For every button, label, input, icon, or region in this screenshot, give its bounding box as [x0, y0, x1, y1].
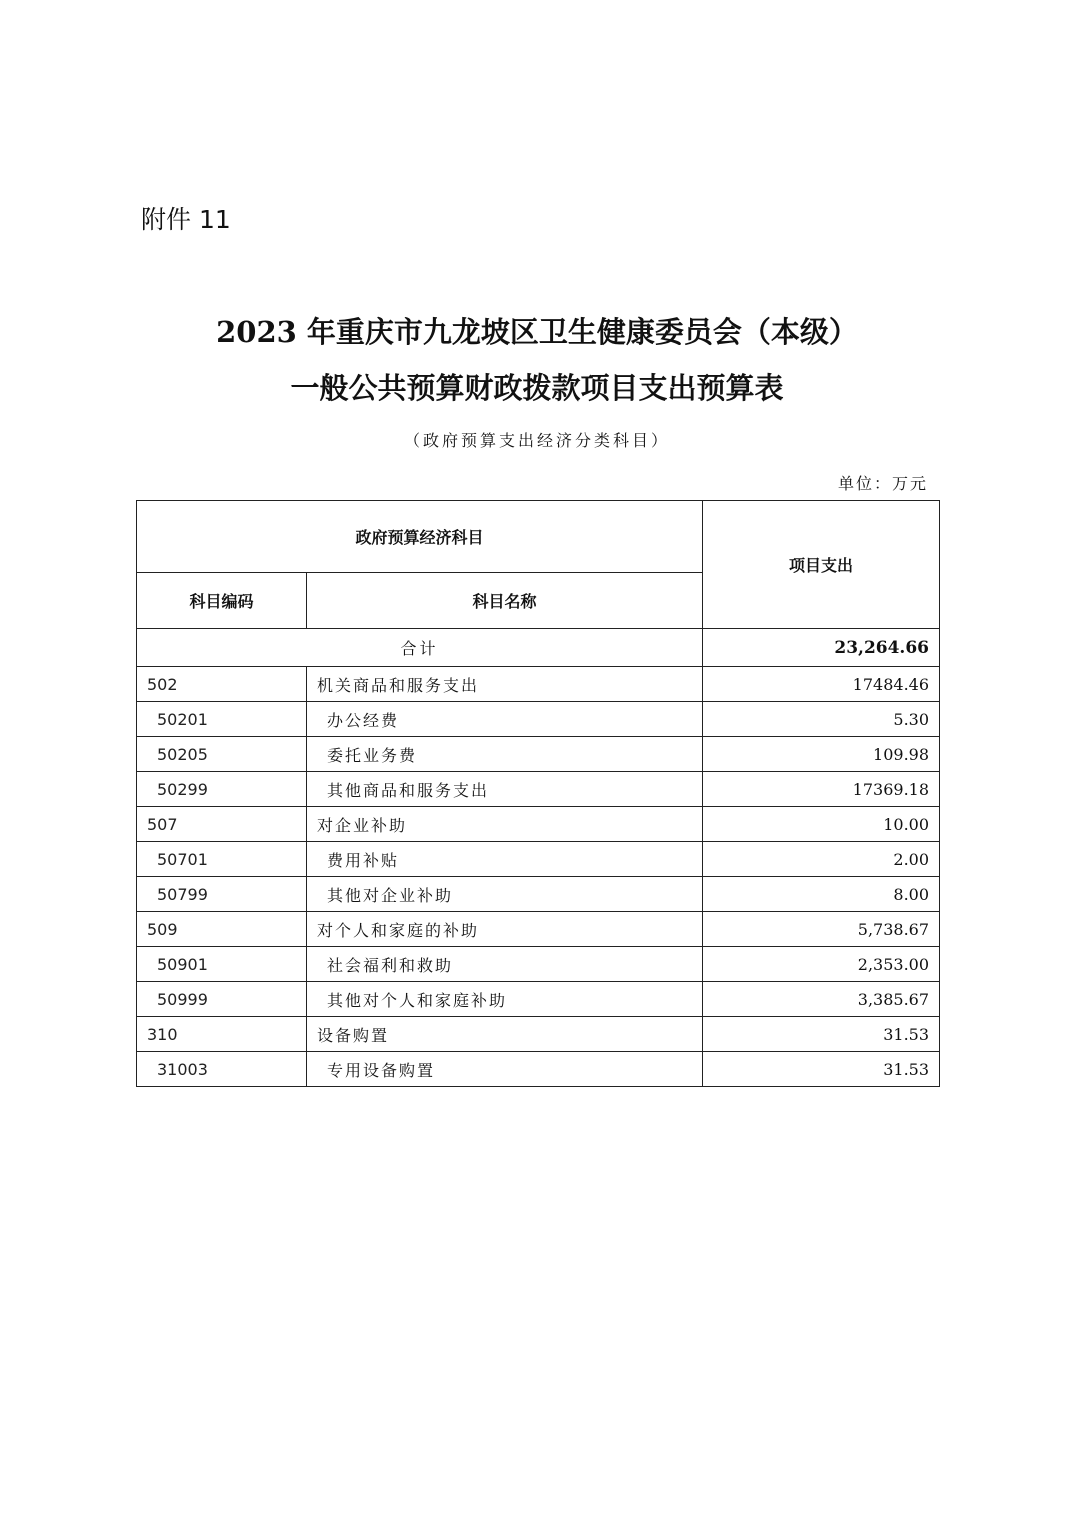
project-expense-value: 31.53	[703, 1052, 940, 1087]
total-label: 合计	[137, 629, 703, 667]
project-expense-value: 8.00	[703, 877, 940, 912]
project-expense-value: 2,353.00	[703, 947, 940, 982]
subject-name: 其他商品和服务支出	[307, 772, 703, 807]
subtitle: （政府预算支出经济分类科目）	[403, 431, 670, 450]
table-row	[137, 772, 940, 807]
subject-code: 31003	[137, 1052, 307, 1087]
subject-name: 社会福利和救助	[307, 947, 703, 982]
subject-name: 对个人和家庭的补助	[307, 912, 703, 947]
subject-code: 310	[137, 1017, 307, 1052]
table-row	[137, 1017, 940, 1052]
subject-name: 对企业补助	[307, 807, 703, 842]
title-line-2: 一般公共预算财政拨款项目支出预算表	[290, 371, 784, 405]
title-line-1: 2023 年重庆市九龙坡区卫生健康委员会（本级）	[216, 315, 858, 349]
table-row	[137, 807, 940, 842]
subject-code: 50201	[137, 702, 307, 737]
subject-code: 50205	[137, 737, 307, 772]
subject-code: 50999	[137, 982, 307, 1017]
header-economic-category: 政府预算经济科目	[137, 501, 703, 573]
project-expense-value: 109.98	[703, 737, 940, 772]
subject-name: 费用补贴	[307, 842, 703, 877]
table-row	[137, 982, 940, 1017]
subject-code: 502	[137, 667, 307, 702]
table-row	[137, 702, 940, 737]
project-expense-value: 2.00	[703, 842, 940, 877]
table-row	[137, 737, 940, 772]
subject-code: 50701	[137, 842, 307, 877]
subject-code: 507	[137, 807, 307, 842]
table-row	[137, 842, 940, 877]
table-row	[137, 912, 940, 947]
project-expense-value: 5.30	[703, 702, 940, 737]
subject-code: 509	[137, 912, 307, 947]
table-row	[137, 877, 940, 912]
budget-table	[136, 500, 940, 1087]
project-expense-value: 17369.18	[703, 772, 940, 807]
header-subject-name: 科目名称	[307, 573, 703, 629]
header-project-expense: 项目支出	[703, 501, 940, 629]
total-value: 23,264.66	[703, 629, 940, 667]
total-row	[137, 629, 940, 667]
subject-code: 50299	[137, 772, 307, 807]
project-expense-value: 31.53	[703, 1017, 940, 1052]
subject-name: 机关商品和服务支出	[307, 667, 703, 702]
subject-code: 50901	[137, 947, 307, 982]
subject-name: 委托业务费	[307, 737, 703, 772]
project-expense-value: 10.00	[703, 807, 940, 842]
subject-name: 其他对企业补助	[307, 877, 703, 912]
project-expense-value: 5,738.67	[703, 912, 940, 947]
project-expense-value: 17484.46	[703, 667, 940, 702]
table-row	[137, 1052, 940, 1087]
subject-code: 50799	[137, 877, 307, 912]
header-subject-code: 科目编码	[137, 573, 307, 629]
attachment-label: 附件 11	[141, 205, 231, 234]
subject-name: 其他对个人和家庭补助	[307, 982, 703, 1017]
subject-name: 设备购置	[307, 1017, 703, 1052]
subject-name: 办公经费	[307, 702, 703, 737]
project-expense-value: 3,385.67	[703, 982, 940, 1017]
subject-name: 专用设备购置	[307, 1052, 703, 1087]
table-row	[137, 667, 940, 702]
unit-label: 单位：万元	[837, 474, 928, 493]
table-row	[137, 947, 940, 982]
